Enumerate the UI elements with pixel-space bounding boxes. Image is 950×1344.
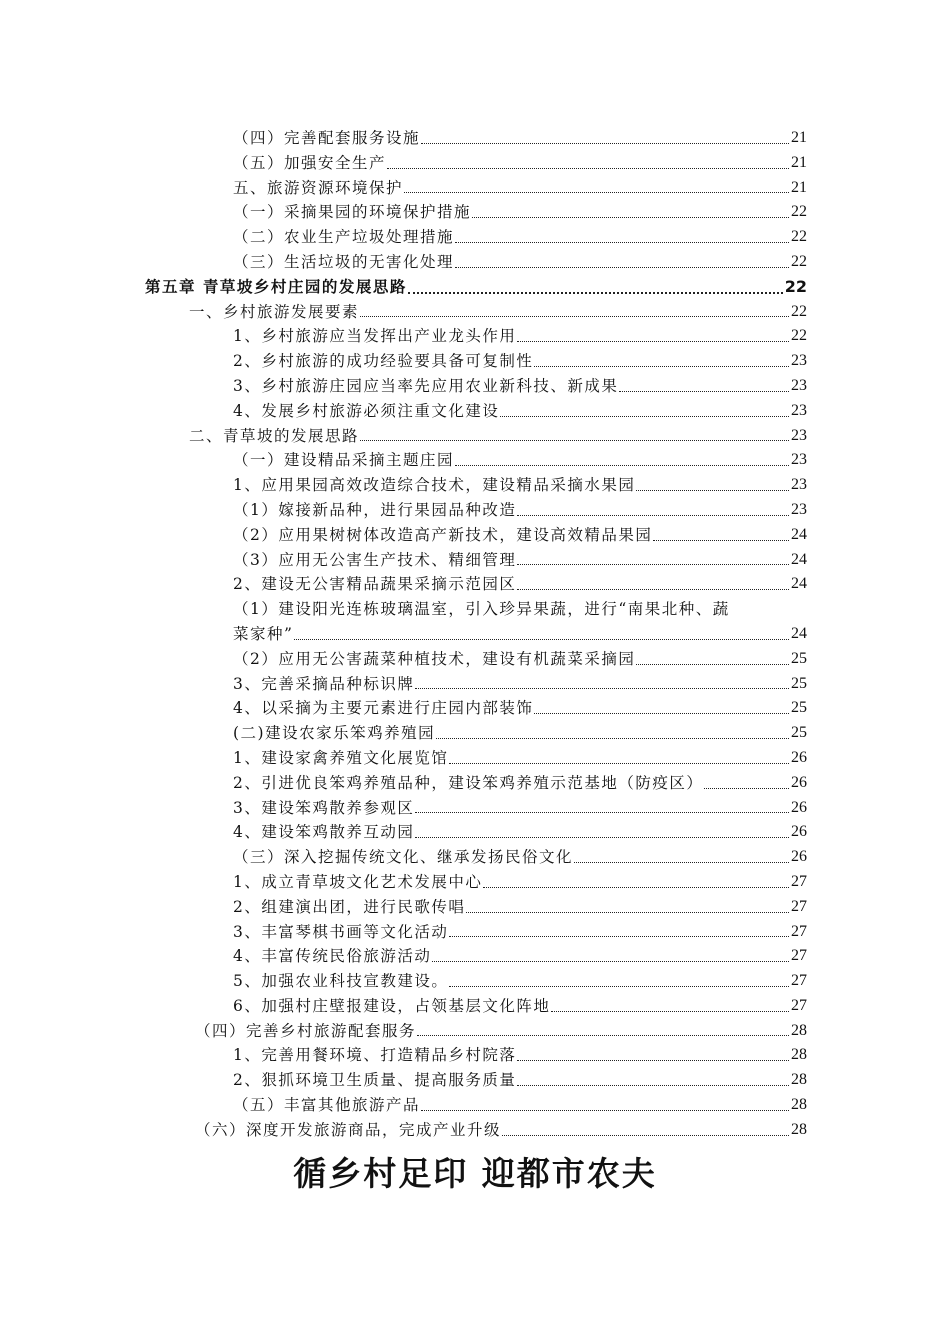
toc-page-number: 28 [791, 1071, 807, 1089]
page-slogan: 循乡村足印 迎都市农夫 [293, 1154, 657, 1193]
toc-entry[interactable] [145, 1093, 807, 1118]
dot-leader [455, 267, 789, 268]
toc-entry-title: 1、成立青草坡文化艺术发展中心 [233, 872, 483, 891]
toc-page-number: 24 [791, 550, 807, 568]
toc-page-number: 23 [791, 401, 807, 419]
dot-leader [500, 416, 789, 417]
toc-page-number: 28 [791, 1120, 807, 1138]
toc-entry-title: （1）嫁接新品种，进行果园品种改造 [233, 500, 517, 519]
toc-page-number: 23 [791, 500, 807, 518]
toc-page-number: 23 [791, 476, 807, 494]
dot-leader [636, 664, 789, 665]
toc-page-number: 26 [791, 748, 807, 766]
toc-entry[interactable] [145, 176, 807, 201]
toc-page-number: 27 [791, 922, 807, 940]
toc-entry-title: (二)建设农家乐笨鸡养殖园 [233, 724, 436, 743]
toc-entry-title: （一）建设精品采摘主题庄园 [233, 451, 455, 470]
toc-page-number: 22 [791, 252, 807, 270]
toc-entry[interactable] [145, 969, 807, 994]
dot-leader [415, 812, 789, 813]
dot-leader [432, 961, 789, 962]
dot-leader [436, 738, 789, 739]
toc-entry[interactable] [145, 672, 807, 697]
dot-leader [466, 912, 789, 913]
dot-leader [387, 168, 789, 169]
toc-entry-title: （五）加强安全生产 [233, 153, 387, 172]
toc-entry-title: （六）深度开发旅游商品，完成产业升级 [195, 1120, 502, 1139]
toc-entry-title: 3、完善采摘品种标识牌 [233, 674, 415, 693]
toc-entry-title: 5、加强农业科技宣教建设。 [233, 972, 449, 991]
toc-entry[interactable] [145, 1068, 807, 1093]
toc-page-number: 25 [791, 649, 807, 667]
toc-entry-title: （3）应用无公害生产技术、精细管理 [233, 550, 517, 569]
toc-entry[interactable] [145, 796, 807, 821]
toc-entry-title: （2）应用无公害蔬菜种植技术，建设有机蔬菜采摘园 [233, 649, 636, 668]
dot-leader [415, 837, 789, 838]
toc-page-number: 21 [791, 153, 807, 171]
toc-entry-title: （三）生活垃圾的无害化处理 [233, 252, 455, 271]
toc-page-number: 26 [791, 798, 807, 816]
toc-entry[interactable] [145, 448, 807, 473]
toc-entry-title: （二）农业生产垃圾处理措施 [233, 228, 455, 247]
toc-entry[interactable] [145, 920, 807, 945]
toc-chapter-entry[interactable] [145, 275, 807, 300]
dot-leader [517, 1085, 789, 1086]
toc-page-number: 24 [791, 624, 807, 642]
toc-page-number: 22 [791, 203, 807, 221]
toc-entry[interactable] [145, 820, 807, 845]
toc-entry[interactable] [145, 399, 807, 424]
toc-entry-title: 2、狠抓环境卫生质量、提高服务质量 [233, 1071, 517, 1090]
toc-page-number: 22 [791, 302, 807, 320]
toc-page-number: 28 [791, 1021, 807, 1039]
toc-entry[interactable] [145, 1019, 807, 1044]
toc-entry[interactable] [145, 1118, 807, 1143]
dot-leader [534, 713, 789, 714]
dot-leader [455, 465, 789, 466]
toc-page-number: 23 [791, 376, 807, 394]
toc-entry-title: （四）完善乡村旅游配套服务 [195, 1021, 417, 1040]
toc-entry-title: 4、以采摘为主要元素进行庄园内部装饰 [233, 699, 534, 718]
toc-page-number: 21 [791, 178, 807, 196]
toc-entry[interactable] [145, 721, 807, 746]
toc-page-number: 25 [791, 674, 807, 692]
toc-page-number: 26 [791, 823, 807, 841]
toc-page-number: 23 [791, 426, 807, 444]
toc-entry[interactable] [145, 647, 807, 672]
dot-leader [502, 1135, 789, 1136]
toc-page-number: 28 [791, 1096, 807, 1114]
toc-entry-title: （四）完善配套服务设施 [233, 129, 421, 147]
dot-leader [472, 217, 789, 218]
dot-leader [449, 763, 789, 764]
toc-entry[interactable] [145, 225, 807, 250]
toc-entry-title: 2、建设无公害精品蔬果采摘示范园区 [233, 575, 517, 594]
toc-page-number: 22 [784, 276, 807, 296]
toc-page-number: 22 [791, 327, 807, 345]
toc-entry[interactable] [145, 895, 807, 920]
toc-page-number: 26 [791, 848, 807, 866]
toc-entry-title: 2、乡村旅游的成功经验要具备可复制性 [233, 352, 534, 371]
dot-leader [653, 540, 789, 541]
toc-page-number: 27 [791, 947, 807, 965]
dot-leader [517, 1060, 789, 1061]
toc-entry-title: 2、引进优良笨鸡养殖品种，建设笨鸡养殖示范基地（防疫区） [233, 773, 704, 792]
dot-leader [421, 143, 789, 144]
toc-page-number: 26 [791, 773, 807, 791]
table-of-contents [145, 126, 807, 1143]
toc-entry[interactable] [145, 771, 807, 796]
toc-page-number: 28 [791, 1046, 807, 1064]
toc-entry-title: 第五章 青草坡乡村庄园的发展思路 [145, 277, 407, 296]
toc-entry-title: 1、完善用餐环境、打造精品乡村院落 [233, 1046, 517, 1065]
toc-entry[interactable] [145, 746, 807, 771]
toc-entry-title: 6、加强村庄壁报建设，占领基层文化阵地 [233, 996, 551, 1015]
dot-leader [404, 192, 789, 193]
dot-leader [449, 936, 789, 937]
dot-leader [517, 341, 789, 342]
dot-leader [534, 366, 789, 367]
toc-entry[interactable] [145, 151, 807, 176]
dot-leader [360, 440, 789, 441]
toc-entry-title: （1）建设阳光连栋玻璃温室，引入珍异果蔬，进行“南果北种、蔬 [233, 600, 730, 619]
toc-entry-title: 3、乡村旅游庄园应当率先应用农业新科技、新成果 [233, 376, 619, 395]
toc-entry[interactable] [145, 597, 807, 622]
dot-leader [483, 887, 789, 888]
toc-page-number: 24 [791, 575, 807, 593]
toc-page-number: 27 [791, 897, 807, 915]
dot-leader [294, 639, 789, 640]
toc-entry-title: 1、建设家禽养殖文化展览馆 [233, 748, 449, 767]
dot-leader [551, 1011, 789, 1012]
toc-entry[interactable] [145, 572, 807, 597]
toc-entry[interactable] [145, 324, 807, 349]
toc-entry-title: 2、组建演出团，进行民歌传唱 [233, 897, 466, 916]
toc-entry-title: 4、建设笨鸡散养互动园 [233, 823, 415, 842]
toc-page-number: 21 [791, 129, 807, 146]
toc-entry-title: （五）丰富其他旅游产品 [233, 1096, 421, 1115]
toc-entry-title: 一、乡村旅游发展要素 [189, 302, 360, 321]
toc-page-number: 25 [791, 724, 807, 742]
toc-page-number: 27 [791, 872, 807, 890]
toc-entry-title: 4、丰富传统民俗旅游活动 [233, 947, 432, 966]
dot-leader [619, 391, 789, 392]
dot-leader [408, 292, 783, 294]
toc-entry[interactable] [145, 126, 807, 151]
toc-entry-title: 二、青草坡的发展思路 [189, 426, 360, 445]
toc-page-number: 27 [791, 996, 807, 1014]
toc-entry-title: 3、建设笨鸡散养参观区 [233, 798, 415, 817]
toc-entry[interactable] [145, 473, 807, 498]
dot-leader [636, 490, 789, 491]
dot-leader [421, 1110, 789, 1111]
toc-page-number: 27 [791, 972, 807, 990]
toc-entry-title: （一）采摘果园的环境保护措施 [233, 203, 472, 222]
toc-page-number: 24 [791, 525, 807, 543]
toc-entry-title: 4、发展乡村旅游必须注重文化建设 [233, 401, 500, 420]
toc-entry[interactable] [145, 424, 807, 449]
toc-page-number: 23 [791, 352, 807, 370]
toc-entry-title: 1、应用果园高效改造综合技术，建设精品采摘水果园 [233, 476, 636, 495]
toc-entry[interactable] [145, 870, 807, 895]
dot-leader [417, 1035, 789, 1036]
toc-entry[interactable] [145, 845, 807, 870]
toc-entry-title: 五、旅游资源环境保护 [233, 178, 404, 197]
dot-leader [449, 986, 789, 987]
toc-entry[interactable] [145, 1043, 807, 1068]
toc-entry-title: 1、乡村旅游应当发挥出产业龙头作用 [233, 327, 517, 346]
toc-entry[interactable] [145, 498, 807, 523]
dot-leader [574, 862, 789, 863]
toc-entry[interactable] [145, 300, 807, 325]
toc-page-number: 22 [791, 228, 807, 246]
toc-entry[interactable] [145, 349, 807, 374]
toc-entry[interactable] [145, 944, 807, 969]
dot-leader [517, 589, 789, 590]
toc-entry[interactable] [145, 622, 807, 647]
dot-leader [455, 242, 789, 243]
toc-entry[interactable] [145, 523, 807, 548]
toc-entry[interactable] [145, 200, 807, 225]
toc-entry[interactable] [145, 994, 807, 1019]
toc-entry[interactable] [145, 250, 807, 275]
dot-leader [415, 688, 789, 689]
toc-page-number: 23 [791, 451, 807, 469]
toc-entry[interactable] [145, 548, 807, 573]
dot-leader [704, 788, 789, 789]
toc-entry-title: 菜家种” [233, 624, 294, 643]
dot-leader [360, 316, 789, 317]
toc-entry[interactable] [145, 374, 807, 399]
toc-entry-title: （2）应用果树树体改造高产新技术，建设高效精品果园 [233, 525, 653, 544]
toc-entry-title: 3、丰富琴棋书画等文化活动 [233, 922, 449, 941]
toc-entry-title: （三）深入挖掘传统文化、继承发扬民俗文化 [233, 848, 574, 867]
dot-leader [517, 564, 789, 565]
dot-leader [517, 515, 789, 516]
toc-entry[interactable] [145, 696, 807, 721]
toc-page-number: 25 [791, 699, 807, 717]
